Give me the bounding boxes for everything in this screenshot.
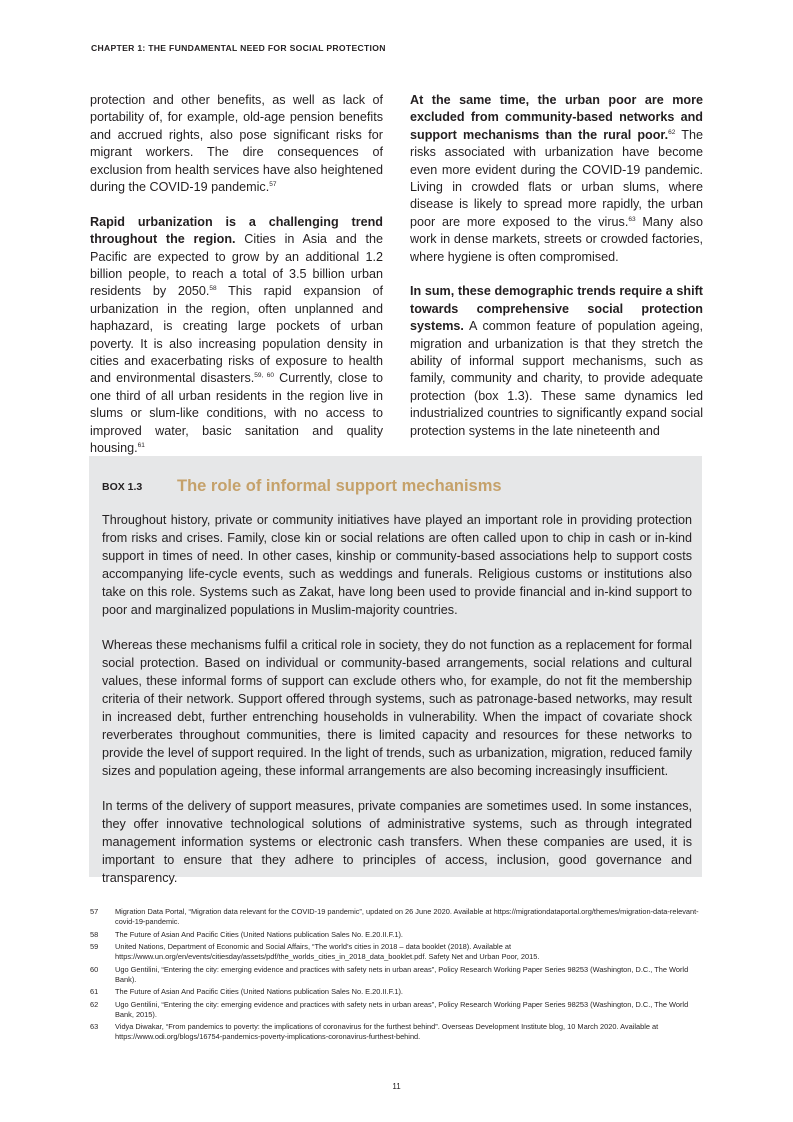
footnote: 59 United Nations, Department of Economic and Social Affairs, “The world’s cities in 2018 – data booklet (2018). Available at https://www.un.org/en/events/citiesday/assets/pdf/the_worlds_cities_in_2018_data_booklet.pdf. Safety Net and Urban Poor, 2015. bbox=[90, 941, 540, 962]
box-body bbox=[102, 512, 692, 906]
paragraph-migrant-risks: protection and other benefits, as well as lack of portability of, for example, old-age pension benefits and accrued rights, also pose significant risks for migrant workers. The dire consequences of exclusion from health services have also heightened during the COVID-19 pandemic.$^{57}$ bbox=[90, 93, 383, 195]
page-number: 11 bbox=[392, 1082, 401, 1091]
paragraph-demographic-trends: In sum, these demographic trends require a shift towards comprehensive social protection systems. A common feature of population ageing, migration and urbanization is that they stretch the ability of informal support mechanisms, such as family, community and charity, to provide adequate protection (box 1.3). These same dynamics led industrialized countries to significantly expand social protection systems in the late nineteenth and bbox=[410, 284, 703, 438]
box-title: The role of informal support mechanisms bbox=[177, 477, 502, 495]
paragraph-urban-poor: At the same time, the urban poor are more excluded from community-based networks and support mechanisms than the rural poor.$^{62}$ The risks associated with urbanization have become even more evident during the COVID-19 pandemic. Living in crowded flats or urban slums, where disease is likely to spread more rapidly, the urban poor are more exposed to the virus.$^{63}$ Many also work in dense markets, streets or crowded factories, where hygiene is often compromised. bbox=[410, 93, 703, 264]
box-paragraph: Whereas these mechanisms fulfil a critical role in society, they do not function as a replacement for formal social protection. Based on individual or community-based arrangements, social relations and cultural values, these informal forms of support can exclude others who, for example, do not fit the membership criteria of their network. Support offered through systems, such as patronage-based networks, may result in increased debt, further entrenching households in vulnerability. When the impact of covariate shock reverberates throughout communities, there is limited capacity and resources for these networks to provide the level of support required. In the light of trends, such as urbanization, migration, reduced family sizes and population ageing, these informal arrangements are also becoming increasingly insufficient. bbox=[102, 638, 692, 778]
paragraph-lead: At the same time, the urban poor are more excluded from community-based networks and support mechanisms than the rural poor. bbox=[410, 93, 703, 142]
footnotes bbox=[90, 907, 700, 1045]
footnote-ref[interactable]: 59, 60 bbox=[254, 372, 275, 380]
box-paragraph: In terms of the delivery of support measures, private companies are sometimes used. In some instances, they offer innovative technological solutions of administrative systems, such as through integrated management information systems or electronic cash transfers. When these companies are used, it is important to ensure that they adhere to principles of access, inclusion, good governance and transparency. bbox=[102, 799, 692, 886]
box-label: BOX 1.3 bbox=[102, 481, 143, 493]
footnote-ref[interactable]: 57 bbox=[269, 180, 277, 188]
right-column bbox=[410, 92, 703, 458]
footnote-ref[interactable]: 62 bbox=[668, 128, 676, 136]
footnote: 58 The Future of Asian And Pacific Cities (United Nations publication Sales No. E.20.II.F.1). bbox=[90, 929, 403, 939]
left-column bbox=[90, 92, 383, 475]
footnote: 60 Ugo Gentilini, “Entering the city: emerging evidence and practices with safety nets in urban areas”, Policy Research Working Paper Series 98253 (Washington, D.C., The World Bank). bbox=[90, 964, 689, 984]
paragraph-urbanization: Rapid urbanization is a challenging trend throughout the region. Cities in Asia and the Pacific are expected to grow by an additional 1.2 billion people, to reach a total of 3.5 billion urban residents by 2050.58 This rapid expansion of urbanization in the region, often unplanned and haphazard, is creating large pockets of urban poverty. It is also increasing population density in cities and exacerbating risks of exposure to health and environmental disasters.$^{59, 60}$ Currently, close to one third of all urban residents in the region live in slums or slum-like conditions, with no access to improved water, basic sanitation and quality housing.$^{61}$ bbox=[90, 214, 383, 456]
footnote: 57 Migration Data Portal, “Migration data relevant for the COVID-19 pandemic”, updated on 26 June 2020. Available at https://migrationdataportal.org/themes/migration-data-relevant-covid-19-pandemic. bbox=[90, 907, 699, 927]
box-paragraph: Throughout history, private or community initiatives have played an important role in providing protection from risks and crises. Family, close kin or social relations are often called upon to chip in cash or in-kind support in times of need. In other cases, kinship or community-based associations help to support costs accompanying life-cycle events, such as weddings and funerals. Religious customs or institutions also take on this role. Systems such as Zakat, have long been used to provide financial and in-kind support to poor and marginalized populations in Muslim-majority countries. bbox=[102, 513, 692, 617]
paragraph-lead: In sum, these demographic trends require a shift towards comprehensive social protection systems. bbox=[410, 284, 703, 334]
footnote-ref[interactable]: 63 bbox=[628, 215, 636, 223]
paragraph-lead: Rapid urbanization is a challenging trend throughout the region. bbox=[90, 214, 383, 247]
footnote: 62 Ugo Gentilini, “Entering the city: emerging evidence and practices with safety nets in urban areas”, Policy Research Working Paper Series 98253 (Washington, D.C., The World Bank, 2015). bbox=[90, 999, 689, 1019]
footnote-ref[interactable]: 61 bbox=[137, 441, 145, 449]
footnote: 61 The Future of Asian And Pacific Cities (United Nations publication Sales No. E.20.II.F.1). bbox=[90, 987, 403, 997]
running-header: CHAPTER 1: THE FUNDAMENTAL NEED FOR SOCIAL PROTECTION bbox=[91, 43, 386, 53]
box-informal-support bbox=[89, 456, 702, 886]
footnote: 63 Vidya Diwakar, “From pandemics to poverty: the implications of coronavirus for the furthest behind”. Overseas Development Institute blog, 10 March 2020. Available at https://www.odi.org/blogs/16754-pandemics-poverty-implications-coronavirus-furthest-behind. bbox=[90, 1022, 659, 1042]
footnote-ref[interactable]: 58 bbox=[209, 285, 217, 293]
